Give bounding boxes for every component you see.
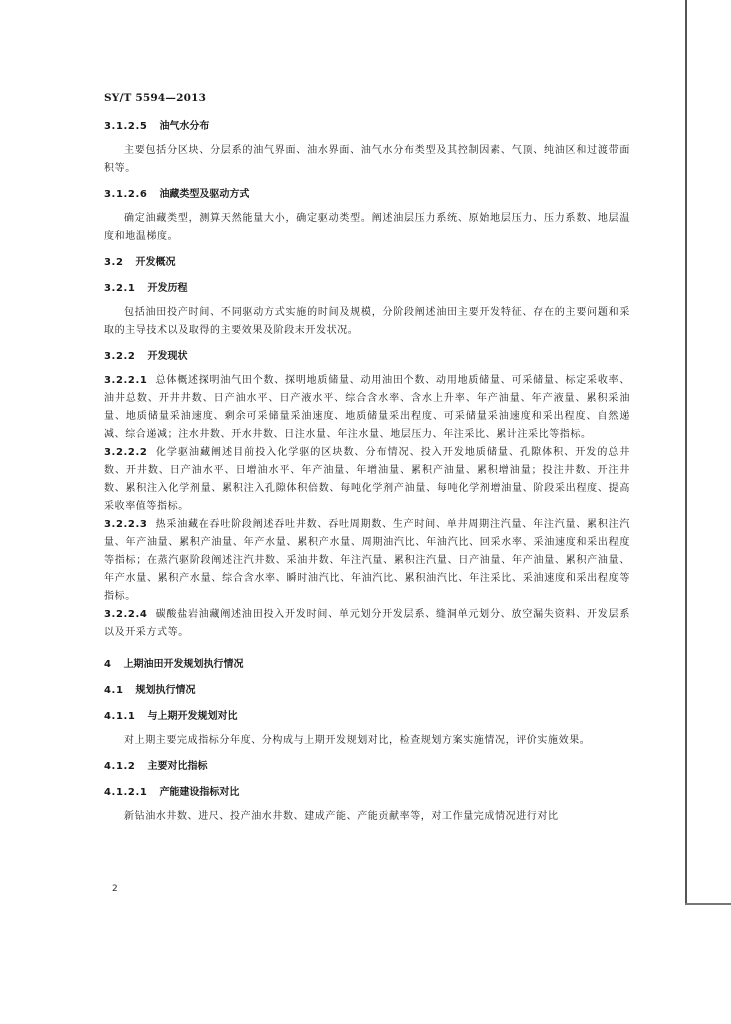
standard-code-header: SY/T 5594—2013 <box>104 92 207 104</box>
section-number: 4.1.1 <box>104 711 136 722</box>
scan-edge-line <box>685 0 687 905</box>
clause-text: 总体概述探明油气田个数、探明地质储量、动用油田个数、动用地质储量、可采储量、标定采收率、油井总数、开井井数、日产油水平、日产液水平、综合含水率、含水上升率、年产油量、年产液量、累积采油量、地质储量采油速度、剩余可采储量采油速度、地质储量采出程度、可采储量采油速度和采出程度、自然递减、综合递减；注水井数、开水井数、日注水量、年注水量、地层压力、年注采比、累计注采比等指标。 <box>104 375 630 440</box>
chapter-heading <box>104 656 630 674</box>
clause-text: 碳酸盐岩油藏阐述油田投入开发时间、单元划分开发层系、缝洞单元划分、放空漏失资料、开发层系以及开采方式等。 <box>104 609 630 638</box>
section-heading <box>104 118 630 136</box>
clause-text: 热采油藏在吞吐阶段阐述吞吐井数、吞吐周期数、生产时间、单井周期注汽量、年注汽量、累积注汽量、年产油量、累积产油量、年产水量、累积产水量、周期油汽比、年油汽比、回采水率、采油速度和采出程度等指标；在蒸汽驱阶段阐述注汽井数、采油井数、年注汽量、累积注汽量、日产油量、年产油量、累积产油量、年产水量、累积产水量、综合含水率、瞬时油汽比、年油汽比、累积油汽比、年注采比、采油速度和采出程度等指标。 <box>104 519 630 602</box>
section-title: 主要对比指标 <box>147 761 208 772</box>
paragraph: 确定油藏类型，测算天然能量大小，确定驱动类型。阐述油层压力系统、原始地层压力、压力系数、地层温度和地温梯度。 <box>104 213 630 242</box>
section-heading <box>104 254 630 272</box>
section-heading <box>104 708 630 726</box>
section-title: 油藏类型及驱动方式 <box>159 189 250 200</box>
section-heading <box>104 784 630 802</box>
section-number: 3.1.2.6 <box>104 189 148 200</box>
section-title: 开发历程 <box>147 283 188 294</box>
section-title: 与上期开发规划对比 <box>147 711 238 722</box>
section-title: 油气水分布 <box>159 121 210 132</box>
section-number: 3.2 <box>104 257 124 268</box>
section-number: 3.2.2 <box>104 351 136 362</box>
section-title: 开发现状 <box>147 351 188 362</box>
clause-number: 3.2.2.2 <box>104 447 148 458</box>
document-body <box>104 118 630 826</box>
page-number: 2 <box>112 884 118 894</box>
scan-edge-line-bottom <box>685 903 731 905</box>
section-title: 上期油田开发规划执行情况 <box>123 659 244 670</box>
numbered-paragraph <box>104 606 630 642</box>
section-title: 开发概况 <box>135 257 176 268</box>
clause-number: 3.2.2.3 <box>104 519 148 530</box>
paragraph: 包括油田投产时间、不同驱动方式实施的时间及规模，分阶段阐述油田主要开发特征、存在的主要问题和采取的主导技术以及取得的主要效果及阶段末开发状况。 <box>104 307 630 336</box>
section-heading <box>104 682 630 700</box>
paragraph: 新钻油水井数、进尺、投产油水井数、建成产能、产能贡献率等，对工作量完成情况进行对比 <box>124 811 559 822</box>
numbered-paragraph <box>104 516 630 606</box>
section-number: 4.1.2 <box>104 761 136 772</box>
section-heading <box>104 758 630 776</box>
section-number: 4.1 <box>104 685 124 696</box>
section-number: 4 <box>104 659 112 670</box>
section-title: 产能建设指标对比 <box>159 787 240 798</box>
clause-number: 3.2.2.1 <box>104 375 148 386</box>
paragraph: 主要包括分区块、分层系的油气界面、油水界面、油气水分布类型及其控制因素、气顶、纯油区和过渡带面积等。 <box>104 145 630 174</box>
numbered-paragraph <box>104 372 630 444</box>
clause-number: 3.2.2.4 <box>104 609 148 620</box>
paragraph: 对上期主要完成指标分年度、分构成与上期开发规划对比，检查规划方案实施情况，评价实施效果。 <box>124 735 591 746</box>
numbered-paragraph <box>104 444 630 516</box>
section-heading <box>104 280 630 298</box>
clause-text: 化学驱油藏阐述目前投入化学驱的区块数、分布情况、投入开发地质储量、孔隙体积、开发的总井数、开井数、日产油水平、日增油水平、年产油量、年增油量、累积产油量、累积增油量；投注井数、开注井数、累积注入化学剂量、累积注入孔隙体积倍数、每吨化学剂产油量、每吨化学剂增油量、阶段采出程度、提高采收率值等指标。 <box>104 447 630 512</box>
section-title: 规划执行情况 <box>135 685 196 696</box>
section-heading <box>104 186 630 204</box>
section-number: 3.2.1 <box>104 283 136 294</box>
section-number: 4.1.2.1 <box>104 787 148 798</box>
section-number: 3.1.2.5 <box>104 121 148 132</box>
section-heading <box>104 348 630 366</box>
